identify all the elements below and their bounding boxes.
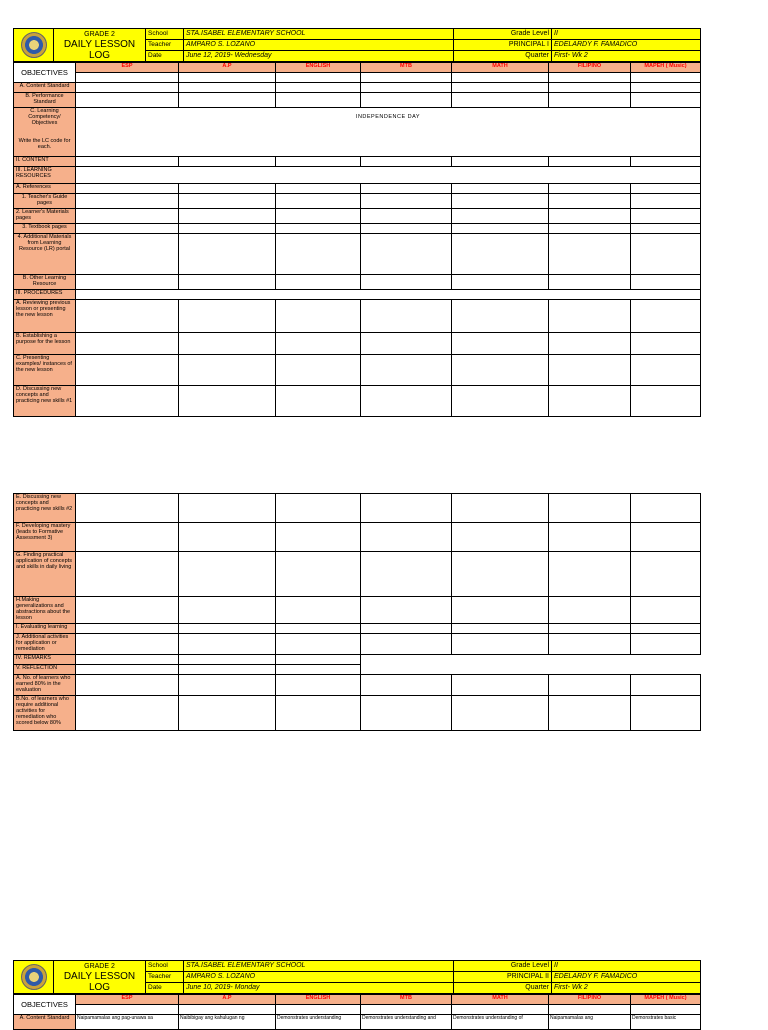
row-content-standard: A. Content Standard [14,1015,76,1030]
date-value: June 10, 2019- Monday [184,983,454,994]
row-other-resources: B. Other Learning Resource [14,275,76,290]
date-value: June 12, 2019- Wednesday [184,51,454,62]
row-reflection: V. REFLECTION [14,665,76,675]
subject-math: MATH [452,63,549,73]
row-performance-standard: B. Performance Standard [14,93,76,108]
cell-filipino: Naipamamalas ang [549,1015,631,1030]
row-discussing-1: D. Discussing new concepts and practicing new skills #1 [14,386,76,417]
date-label: Date [146,51,184,62]
quarter-value: First- Wk 2 [552,983,701,994]
date-label: Date [146,983,184,994]
school-seal [14,29,54,62]
school-seal-next [14,961,54,994]
subject-mapeh: MAPEH ( Music) [631,995,701,1005]
subject-english: ENGLISH [276,63,361,73]
objectives-table-next [13,994,701,1030]
subject-esp: ESP [76,63,179,73]
deped-seal-icon [21,32,47,58]
row-establishing: B. Establishing a purpose for the lesson [14,333,76,355]
row-learning-resources: III. LEARNING RESOURCES [14,167,76,184]
teacher-value: AMPARO S. LOZANO [184,40,454,51]
dll-line2: LOG [88,49,111,61]
school-label: School [146,961,184,972]
quarter-value: First- Wk 2 [552,51,701,62]
objectives-table [13,62,701,417]
independence-day-banner: INDEPENDENCE DAY [76,108,701,157]
deped-seal-icon [21,964,47,990]
school-label: School [146,29,184,40]
row-teachers-guide: 1. Teacher's Guide pages [14,194,76,209]
row-evaluating: I. Evaluating learning [14,624,76,634]
cell-esp: Naipamamalas ang pag-unawa sa [76,1015,179,1030]
lesson-log-next [13,960,700,1030]
subject-mtb: MTB [361,63,452,73]
grade-level-label: Grade Level [454,961,552,972]
row-learning-competency [14,108,76,157]
row-presenting: C. Presenting examples/ instances of the new lesson [14,355,76,386]
row-references: A. References [14,184,76,194]
grade-level-label: Grade Level [454,29,552,40]
row-remarks: IV. REMARKS [14,655,76,665]
cell-mtb: Demonstrates understanding and [361,1015,452,1030]
objectives-label: OBJECTIVES [14,63,76,83]
objectives-label: OBJECTIVES [14,995,76,1015]
procedures-table [13,493,701,731]
subject-math: MATH [452,995,549,1005]
principal-label: PRINCIPAL II [454,972,552,983]
grade-level-value: II [552,29,701,40]
principal-label: PRINCIPAL I [454,40,552,51]
subject-ap: A.P [179,995,276,1005]
cell-ap: Naibibigay ang kahulugan ng [179,1015,276,1030]
row-learners-remediation: B.No. of learners who require additional activities for remediation who scored below 80% [14,696,76,731]
cell-math: Demonstrates understanding of [452,1015,549,1030]
principal-value: EDELARDY F. FAMADICO [552,40,701,51]
dll-line1: DAILY LESSON [63,970,136,982]
row-procedures: III. PROCEDURES [14,290,76,300]
dll-line2: LOG [88,981,111,993]
cell-mapeh: Demonstrates basic [631,1015,701,1030]
row-additional-materials: 4. Additional Materials from Learning Resource (LR) portal [14,234,76,275]
subject-ap: A.P [179,63,276,73]
row-practical: G. Finding practical application of concepts and skills in daily living [14,552,76,597]
subject-english: ENGLISH [276,995,361,1005]
learning-competency-label: C. Learning Competency/ Objectives [28,108,61,126]
row-content-standard: A. Content Standard [14,83,76,93]
school-value: STA.ISABEL ELEMENTARY SCHOOL [184,961,454,972]
teacher-label: Teacher [146,972,184,983]
row-mastery: F. Developing mastery (leads to Formative Assessment 3) [14,523,76,552]
header-table [13,28,701,62]
school-value: STA.ISABEL ELEMENTARY SCHOOL [184,29,454,40]
dll-line1: DAILY LESSON [63,38,136,50]
teacher-label: Teacher [146,40,184,51]
grade-title: GRADE 2 [84,30,115,38]
row-learners-materials: 2. Learner's Materials pages [14,209,76,224]
row-content: II. CONTENT [14,157,76,167]
subject-mapeh: MAPEH ( Music) [631,63,701,73]
cell-english: Demonstrates understanding [276,1015,361,1030]
header-table-next [13,960,701,994]
row-discussing-2: E. Discussing new concepts and practicing new skills #2 [14,494,76,523]
dll-title-next [54,961,146,994]
lesson-log-continuation [13,493,700,731]
row-learners-80: A. No. of learners who earned 80% in the evaluation [14,675,76,696]
row-textbook: 3. Textbook pages [14,224,76,234]
teacher-value: AMPARO S. LOZANO [184,972,454,983]
principal-value: EDELARDY F. FAMADICO [552,972,701,983]
write-lc-note: Write the LC code for each. [18,138,71,150]
lesson-log-top [13,28,700,417]
dll-title [54,29,146,62]
subject-esp: ESP [76,995,179,1005]
subject-filipino: FILIPINO [549,63,631,73]
subject-filipino: FILIPINO [549,995,631,1005]
quarter-label: Quarter [454,51,552,62]
subject-mtb: MTB [361,995,452,1005]
row-reviewing: A. Reviewing previous lesson or presenting the new lesson [14,300,76,333]
grade-title: GRADE 2 [84,962,115,970]
quarter-label: Quarter [454,983,552,994]
grade-level-value: II [552,961,701,972]
row-additional-activities: J. Additional activities for application or remediation [14,634,76,655]
row-generalizations: H.Making generalizations and abstractions about the lesson [14,597,76,624]
